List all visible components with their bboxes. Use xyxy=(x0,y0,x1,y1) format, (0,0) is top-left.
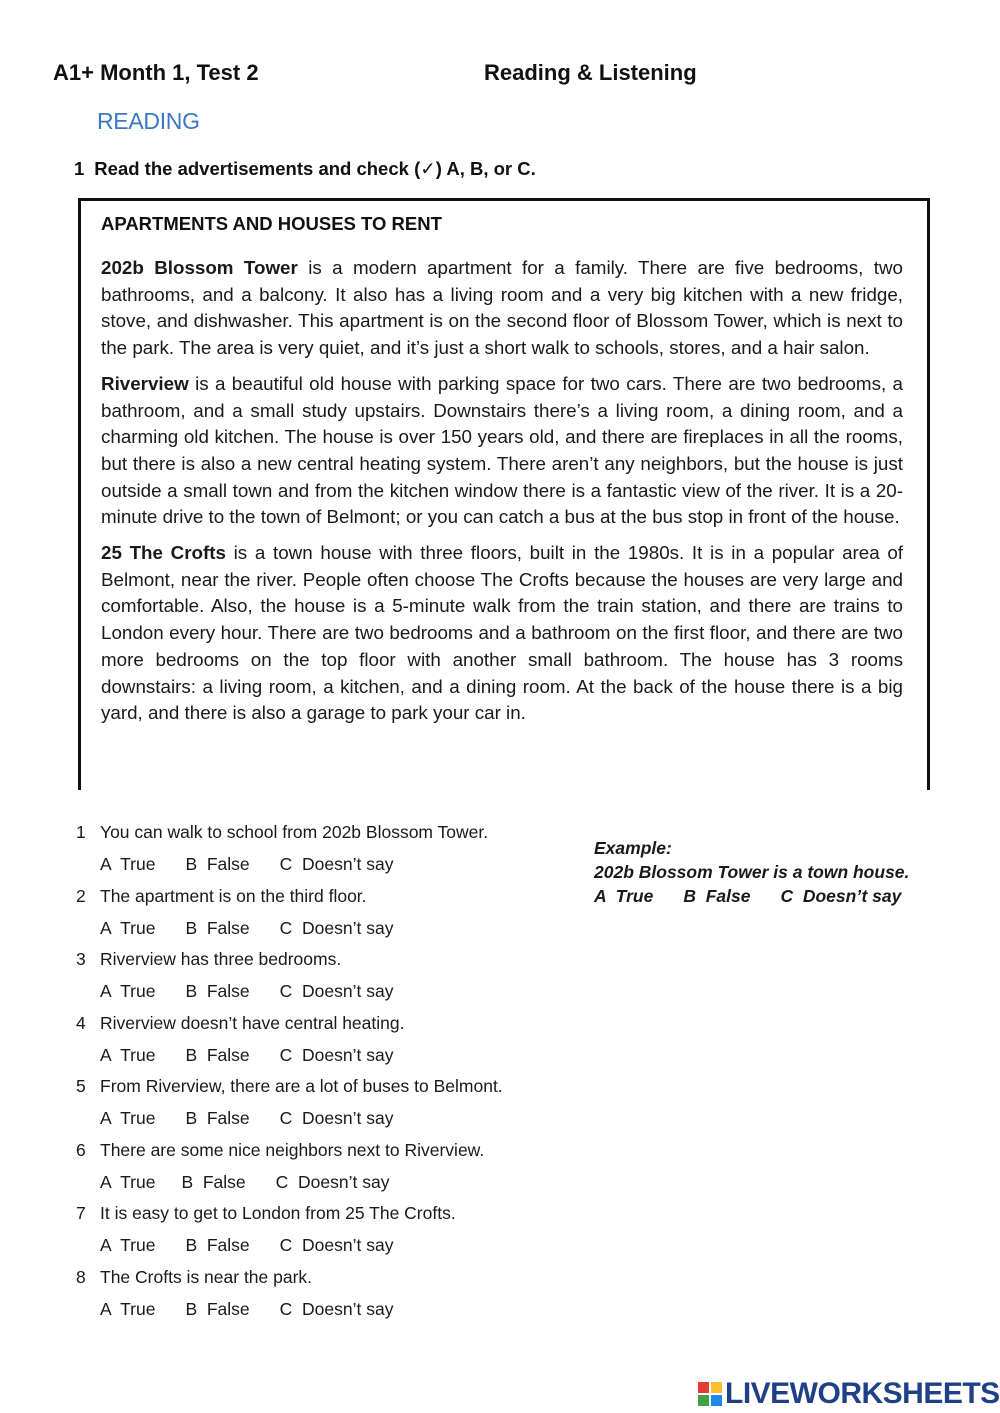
question xyxy=(76,1201,556,1233)
option-b[interactable]: B False xyxy=(185,1298,250,1319)
option-a[interactable]: A True xyxy=(100,1044,156,1065)
option-c[interactable]: C Doesn’t say xyxy=(275,1171,390,1192)
question-text: Riverview doesn’t have central heating. xyxy=(100,1012,405,1033)
ad-paragraph xyxy=(101,371,903,531)
section-title: READING xyxy=(97,108,200,134)
option-b[interactable]: B False xyxy=(185,1235,250,1255)
question-number: 2 xyxy=(76,885,86,906)
ad-text: is a beautiful old house with parking space for two cars. There are two bedrooms, a bathroom, and a small study upstairs. Downstairs there’s a living room, a dining room, and a charming old kitchen. The house is over 150 years old, and there are fireplaces in all the rooms, but there is also a new central heating system. There aren’t any neighbors, but the house is just outside a small town and from the kitchen window there is a fantastic view of the river. It is a 20-minute drive to the town of Belmont; or you can catch a bus at the bus stop in front of the house. xyxy=(101,372,903,528)
question-number: 7 xyxy=(76,1203,86,1223)
logo-text: LIVEWORKSHEETS xyxy=(725,1377,1000,1410)
question xyxy=(76,947,556,979)
example-box xyxy=(594,836,931,908)
logo-square-yellow xyxy=(711,1382,722,1393)
example-label: Example: xyxy=(594,838,672,858)
example-option-b: B False xyxy=(683,886,751,906)
logo-square-red xyxy=(698,1382,709,1393)
question-number: 3 xyxy=(76,949,86,969)
option-a[interactable]: A True xyxy=(100,1171,156,1192)
example-options xyxy=(594,884,931,908)
question-text: Riverview has three bedrooms. xyxy=(100,949,342,969)
question-number: 8 xyxy=(76,1266,86,1287)
ad-name: 25 The Crofts xyxy=(101,542,226,564)
option-a[interactable]: A True xyxy=(100,1108,156,1128)
option-c[interactable]: C Doesn’t say xyxy=(279,981,394,1001)
instruction-text: Read the advertisements and check (✓) A, B, or C. xyxy=(94,158,536,179)
logo-square-blue xyxy=(711,1395,722,1406)
question-number: 6 xyxy=(76,1139,86,1160)
ad-text: is a modern apartment for a family. There are five bedrooms, two bathrooms, and a balcony. It also has a living room and a very big kitchen with a new fridge, stove, and dishwasher. This apartment is on the second floor of Blossom Tower, which is next to the park. The area is very quiet, and it’s just a short walk to schools, stores, and a hair salon. xyxy=(101,257,903,359)
logo-square-green xyxy=(698,1395,709,1406)
ad-name: Riverview xyxy=(101,372,189,394)
question-text: You can walk to school from 202b Blossom Tower. xyxy=(100,822,489,842)
question xyxy=(76,1011,556,1043)
answer-options xyxy=(76,916,556,948)
option-a[interactable]: A True xyxy=(100,854,156,874)
ad-paragraph xyxy=(101,540,903,727)
answer-options xyxy=(76,1043,556,1075)
option-a[interactable]: A True xyxy=(100,981,156,1001)
answer-options xyxy=(76,1106,556,1138)
option-b[interactable]: B False xyxy=(185,917,250,938)
question xyxy=(76,884,556,916)
answer-options xyxy=(76,852,556,884)
question-text: The apartment is on the third floor. xyxy=(100,885,367,906)
option-b[interactable]: B False xyxy=(185,981,250,1001)
question-number: 1 xyxy=(76,822,86,842)
answer-options xyxy=(76,979,556,1011)
question-number: 4 xyxy=(76,1012,86,1033)
option-c[interactable]: C Doesn’t say xyxy=(279,1298,394,1319)
option-c[interactable]: C Doesn’t say xyxy=(279,1044,394,1065)
question xyxy=(76,1074,556,1106)
example-option-a: A True xyxy=(594,886,654,906)
test-subtitle: Reading & Listening xyxy=(484,60,697,85)
option-b[interactable]: B False xyxy=(185,854,250,874)
advertisement-box xyxy=(78,198,930,790)
example-sentence: 202b Blossom Tower is a town house. xyxy=(594,862,910,882)
ad-text: is a town house with three floors, built in the 1980s. It is in a popular area of Belmont, near the river. People often choose The Crofts because the houses are very large and comfortable. Also, the house is a 5-minute walk from the train station, and there are trains to London every hour. There are two bedrooms and a bathroom on the first floor, and there are two more bedrooms on the top floor with another small bathroom. The house has 3 rooms downstairs: a living room, a kitchen, and a dining room. At the back of the house there is a big yard, and there is also a garage to park your car in. xyxy=(101,542,904,724)
answer-options xyxy=(76,1233,556,1265)
instruction-number: 1 xyxy=(74,158,85,179)
answer-options xyxy=(76,1297,556,1329)
option-a[interactable]: A True xyxy=(100,1298,156,1319)
question-list xyxy=(76,820,556,1328)
example-option-c: C Doesn’t say xyxy=(780,886,902,906)
question xyxy=(76,1265,556,1297)
question xyxy=(76,820,556,852)
advertisement-box-title: APARTMENTS AND HOUSES TO RENT xyxy=(101,213,442,234)
liveworksheets-logo[interactable] xyxy=(697,1377,1000,1411)
option-b[interactable]: B False xyxy=(185,1044,250,1065)
question-number: 5 xyxy=(76,1076,86,1096)
question-text: From Riverview, there are a lot of buses to Belmont. xyxy=(100,1076,503,1096)
option-c[interactable]: C Doesn’t say xyxy=(279,917,394,938)
instruction xyxy=(74,158,536,180)
question xyxy=(76,1138,556,1170)
option-b[interactable]: B False xyxy=(181,1171,246,1192)
option-a[interactable]: A True xyxy=(100,917,156,938)
answer-options xyxy=(76,1170,556,1202)
option-c[interactable]: C Doesn’t say xyxy=(279,1108,394,1128)
option-c[interactable]: C Doesn’t say xyxy=(279,854,394,874)
question-text: There are some nice neighbors next to Riverview. xyxy=(100,1139,485,1160)
question-text: The Crofts is near the park. xyxy=(100,1266,313,1287)
option-b[interactable]: B False xyxy=(185,1108,250,1128)
question-text: It is easy to get to London from 25 The Crofts. xyxy=(100,1203,456,1223)
ad-name: 202b Blossom Tower xyxy=(101,257,298,278)
logo-mark-icon xyxy=(697,1381,723,1407)
ad-paragraph xyxy=(101,255,903,362)
option-a[interactable]: A True xyxy=(100,1235,156,1255)
test-title: A1+ Month 1, Test 2 xyxy=(53,60,259,85)
option-c[interactable]: C Doesn’t say xyxy=(279,1235,394,1255)
